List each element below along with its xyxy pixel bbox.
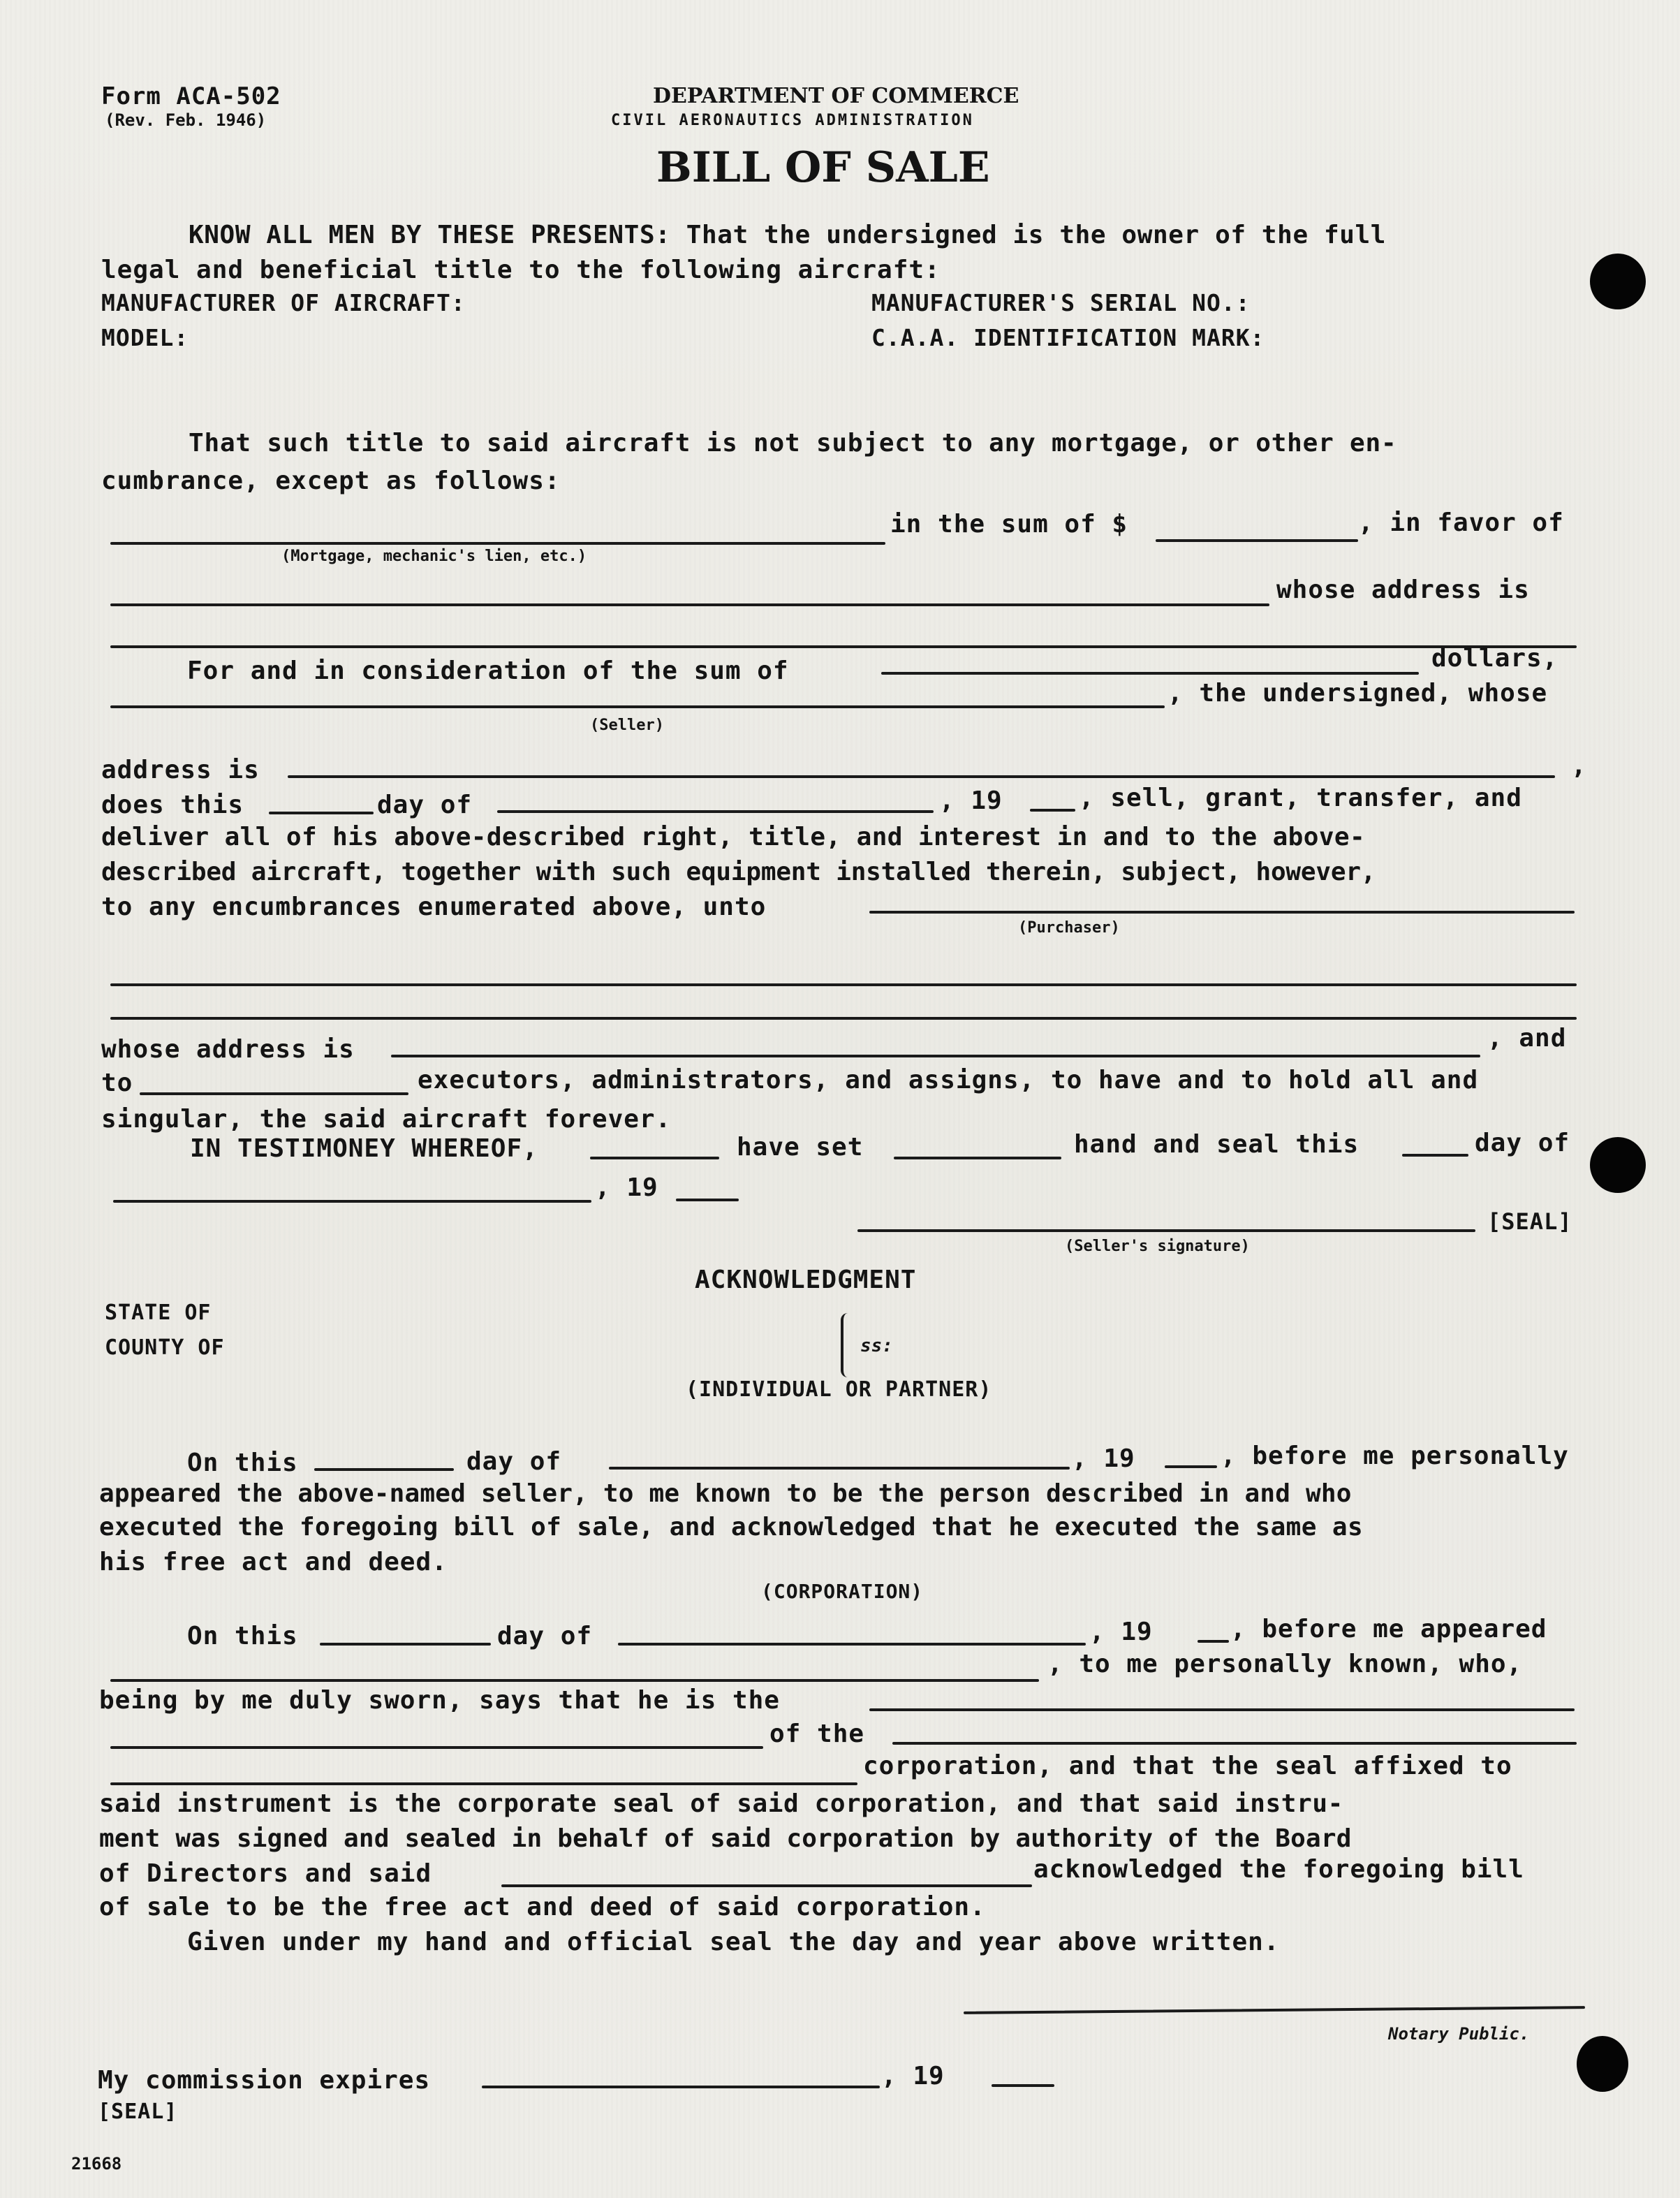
seller-signature-field[interactable] [857, 1229, 1475, 1232]
purchaser-name-field-2[interactable] [110, 983, 1577, 986]
corp-officer-name-field[interactable] [110, 1679, 1039, 1682]
corp-month-field[interactable] [618, 1643, 1086, 1646]
encumbrance-holder-field[interactable] [110, 603, 1269, 606]
ind-line-3: executed the foregoing bill of sale, and acknowledged that he executed the same as [99, 1513, 1364, 1541]
punch-hole-top [1590, 254, 1646, 309]
serial-number-label: MANUFACTURER'S SERIAL NO.: [871, 289, 1251, 316]
individual-heading: (INDIVIDUAL OR PARTNER) [686, 1377, 992, 1402]
corp-day-of-label: day of [497, 1622, 593, 1650]
commission-expiry-field[interactable] [482, 2086, 880, 2088]
corp-before-text: , before me appeared [1230, 1615, 1547, 1643]
encumbrance-line-2: cumbrance, except as follows: [101, 467, 561, 495]
encumbrance-line-1: That such title to said aircraft is not subject to any mortgage, or other en- [189, 429, 1397, 457]
purchaser-name-field-3[interactable] [110, 1017, 1577, 1020]
intro-line-2: legal and beneficial title to the following aircraft: [101, 256, 941, 284]
print-code: 21668 [71, 2154, 122, 2174]
hand-seal-label: hand and seal this [1074, 1130, 1360, 1159]
notary-seal-label: [SEAL] [98, 2100, 178, 2124]
sale-year-field[interactable] [1030, 809, 1075, 812]
corp-corporation-text: corporation, and that the seal affixed to [863, 1752, 1512, 1780]
executors-text: executors, administrators, and assigns, to have and to hold all and [418, 1066, 1479, 1094]
dollars-label: dollars, [1431, 644, 1559, 673]
seller-signature-caption: (Seller's signature) [1065, 1238, 1250, 1255]
caa-mark-label: C.A.A. IDENTIFICATION MARK: [871, 324, 1265, 351]
ind-on-this-label: On this [187, 1449, 298, 1477]
have-set-label: have set [737, 1133, 864, 1162]
corp-year-field[interactable] [1198, 1640, 1229, 1643]
corp-name-field[interactable] [892, 1742, 1577, 1745]
ind-month-field[interactable] [609, 1467, 1070, 1470]
undersigned-label: , the undersigned, whose [1167, 679, 1548, 708]
purchaser-name-field[interactable] [869, 911, 1575, 914]
seller-address-field[interactable] [288, 775, 1555, 778]
seller-name-field[interactable] [110, 705, 1165, 708]
ind-day-field[interactable] [314, 1468, 454, 1471]
acknowledgment-title: ACKNOWLEDGMENT [695, 1266, 917, 1294]
commission-year-field[interactable] [992, 2084, 1054, 2087]
sale-day-field[interactable] [269, 812, 374, 814]
corp-known-text: , to me personally known, who, [1047, 1650, 1523, 1678]
testimony-day-of-label: day of [1475, 1129, 1570, 1157]
ss-label: ss: [860, 1335, 893, 1356]
consideration-label: For and in consideration of the sum of [187, 657, 789, 685]
sell-grant-text: , sell, grant, transfer, and [1079, 784, 1522, 812]
corp-officer-ack-field[interactable] [501, 1884, 1032, 1887]
corp-directors-text: of Directors and said [99, 1859, 432, 1888]
purchaser-address-label: whose address is [101, 1035, 355, 1064]
favor-of-label: , in favor of [1358, 508, 1564, 537]
notary-public-caption: Notary Public. [1388, 2024, 1530, 2044]
whose-address-label: whose address is [1276, 576, 1530, 604]
testimony-party-field[interactable] [590, 1157, 719, 1159]
ind-before-text: , before me personally [1221, 1442, 1569, 1470]
model-value[interactable] [209, 324, 803, 352]
ind-line-2: appeared the above-named seller, to me known to be the person described in and who [99, 1479, 1352, 1508]
ind-year-field[interactable] [1165, 1465, 1217, 1468]
corp-day-field[interactable] [320, 1643, 491, 1646]
sum-of-label: in the sum of $ [890, 510, 1128, 538]
corp-name-field-2[interactable] [110, 1782, 857, 1785]
manufacturer-label: MANUFACTURER OF AIRCRAFT: [101, 289, 466, 316]
encumbrance-type-field[interactable] [110, 542, 885, 545]
caa-mark-value[interactable] [1348, 324, 1543, 352]
notary-signature-field[interactable] [964, 2006, 1585, 2014]
deliver-line: deliver all of his above-described right, title, and interest in and to the above- [101, 823, 1366, 851]
punch-hole-middle [1590, 1137, 1646, 1193]
corp-of-the-label: of the [769, 1720, 865, 1748]
corp-officer-title-field[interactable] [869, 1708, 1575, 1711]
punch-hole-bottom [1577, 2036, 1628, 2092]
corp-officer-title-field-2[interactable] [110, 1746, 763, 1749]
encumbrance-holder-address-field[interactable] [110, 645, 1577, 648]
given-text: Given under my hand and official seal the day and year above written. [187, 1928, 1280, 1956]
venue-brace [841, 1313, 853, 1377]
corp-line-ment: ment was signed and sealed in behalf of said corporation by authority of the Board [99, 1824, 1352, 1853]
county-of-label: COUNTY OF [105, 1335, 225, 1360]
state-of-label: STATE OF [105, 1301, 212, 1325]
purchaser-address-and: , and [1487, 1024, 1567, 1053]
heirs-field[interactable] [140, 1092, 408, 1095]
unto-line: to any encumbrances enumerated above, unto [101, 893, 767, 921]
document-title: BILL OF SALE [656, 143, 990, 192]
corporation-heading: (CORPORATION) [761, 1580, 924, 1603]
described-line: described aircraft, together with such equipment installed therein, subject, however, [101, 858, 1376, 886]
seller-address-comma: , [1571, 752, 1587, 780]
sale-year-prefix: , 19 [939, 786, 1003, 815]
encumbrance-type-caption: (Mortgage, mechanic's lien, etc.) [281, 548, 587, 565]
corp-on-this-label: On this [187, 1622, 298, 1650]
seller-address-label: address is [101, 756, 260, 784]
ind-day-of-label: day of [466, 1447, 562, 1476]
purchaser-caption: (Purchaser) [1018, 919, 1120, 937]
form-revision: (Rev. Feb. 1946) [105, 110, 267, 130]
intro-line-1: KNOW ALL MEN BY THESE PRESENTS: That the undersigned is the owner of the full [189, 221, 1387, 249]
model-label: MODEL: [101, 324, 189, 351]
testimony-year-prefix: , 19 [595, 1173, 658, 1202]
corp-line-sale: of sale to be the free act and deed of said corporation. [99, 1893, 986, 1921]
purchaser-address-field[interactable] [391, 1055, 1480, 1057]
testimony-year-field[interactable] [676, 1199, 739, 1201]
corp-sworn-text: being by me duly sworn, says that he is the [99, 1686, 780, 1715]
seller-seal-label: [SEAL] [1487, 1208, 1572, 1235]
ind-line-4: his free act and deed. [99, 1548, 448, 1576]
agency-name: CIVIL AERONAUTICS ADMINISTRATION [611, 112, 974, 129]
sale-day-of-label: day of [377, 791, 473, 819]
department-name: DEPARTMENT OF COMMERCE [653, 84, 1019, 108]
corp-ack-text: acknowledged the foregoing bill [1033, 1855, 1524, 1884]
form-number: Form ACA-502 [101, 82, 281, 110]
testimony-month-field[interactable] [113, 1200, 591, 1203]
manufacturer-value[interactable] [538, 289, 831, 317]
ind-year-prefix: , 19 [1072, 1444, 1135, 1473]
corp-year-prefix: , 19 [1089, 1618, 1153, 1646]
corp-line-said: said instrument is the corporate seal of said corporation, and that said instru- [99, 1789, 1343, 1818]
does-this-label: does this [101, 791, 244, 819]
singular-text: singular, the said aircraft forever. [101, 1105, 672, 1134]
encumbrance-amount-field[interactable] [1156, 539, 1358, 542]
to-label: to [101, 1069, 133, 1097]
testimony-pronoun-field[interactable] [894, 1157, 1061, 1159]
commission-year-prefix: , 19 [881, 2062, 945, 2090]
testimony-label: IN TESTIMONEY WHEREOF, [190, 1134, 538, 1163]
testimony-day-field[interactable] [1402, 1154, 1468, 1157]
sale-month-field[interactable] [497, 810, 934, 813]
commission-expires-label: My commission expires [98, 2066, 431, 2095]
seller-caption: (Seller) [590, 717, 664, 734]
serial-number-value[interactable] [1334, 289, 1543, 317]
consideration-amount-field[interactable] [881, 672, 1419, 675]
